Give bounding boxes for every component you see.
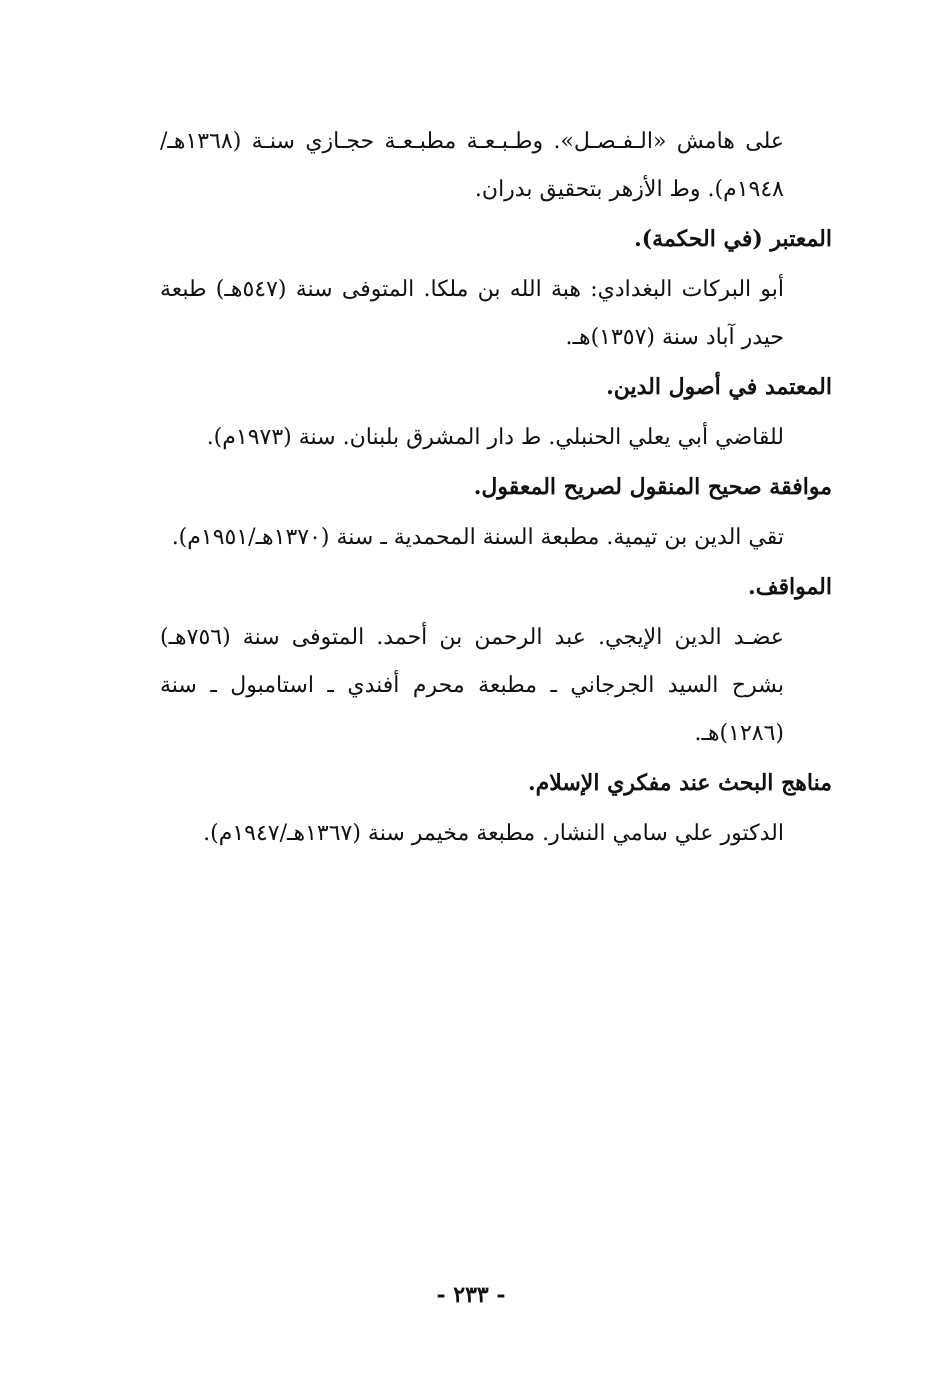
entry-text: للقاضي أبي يعلي الحنبلي. ط دار المشرق بلبنان. سنة (١٩٧٣م). — [206, 425, 784, 450]
entry-title: موافقة صحيح المنقول لصريح المعقول. — [473, 474, 832, 500]
entry-text: تقي الدين بن تيمية. مطبعة السنة المحمدية ـ سنة (١٣٧٠هـ/١٩٥١م). — [171, 525, 784, 550]
bibliography-list — [160, 118, 832, 858]
entry-text: أبو البركات البغدادي: هبة الله بن ملكا. المتوفى سنة (٥٤٧هـ) طبعة حيدر آباد سنة (١٣٥٧)هـ. — [160, 277, 784, 350]
entry-text: عضـد الدين الإيجي. عبد الرحمن بن أحمد. المتوفى سنة (٧٥٦هـ) بشرح السيد الجرجاني ـ مطبعة محرم أفندي ـ استامبول ـ سنة (١٢٨٦)هـ. — [160, 625, 784, 746]
page-number: - ٢٣٣ - — [436, 1282, 506, 1308]
entry-title: المواقف. — [748, 574, 832, 600]
entry-title: المعتبر (في الحكمة). — [634, 226, 832, 252]
entry-title: المعتمد في أصول الدين. — [606, 374, 832, 400]
entry-text: على هامش «الـفـصـل». وطـبـعـة مطبـعـة حجـازي سنـة (١٣٦٨هـ/١٩٤٨م). وط الأزهر بتحقيق بدران. — [160, 129, 784, 202]
entry-text: الدكتور علي سامي النشار. مطبعة مخيمر سنة (١٣٦٧هـ/١٩٤٧م). — [203, 821, 784, 846]
entry-title: مناهج البحث عند مفكري الإسلام. — [527, 770, 832, 796]
